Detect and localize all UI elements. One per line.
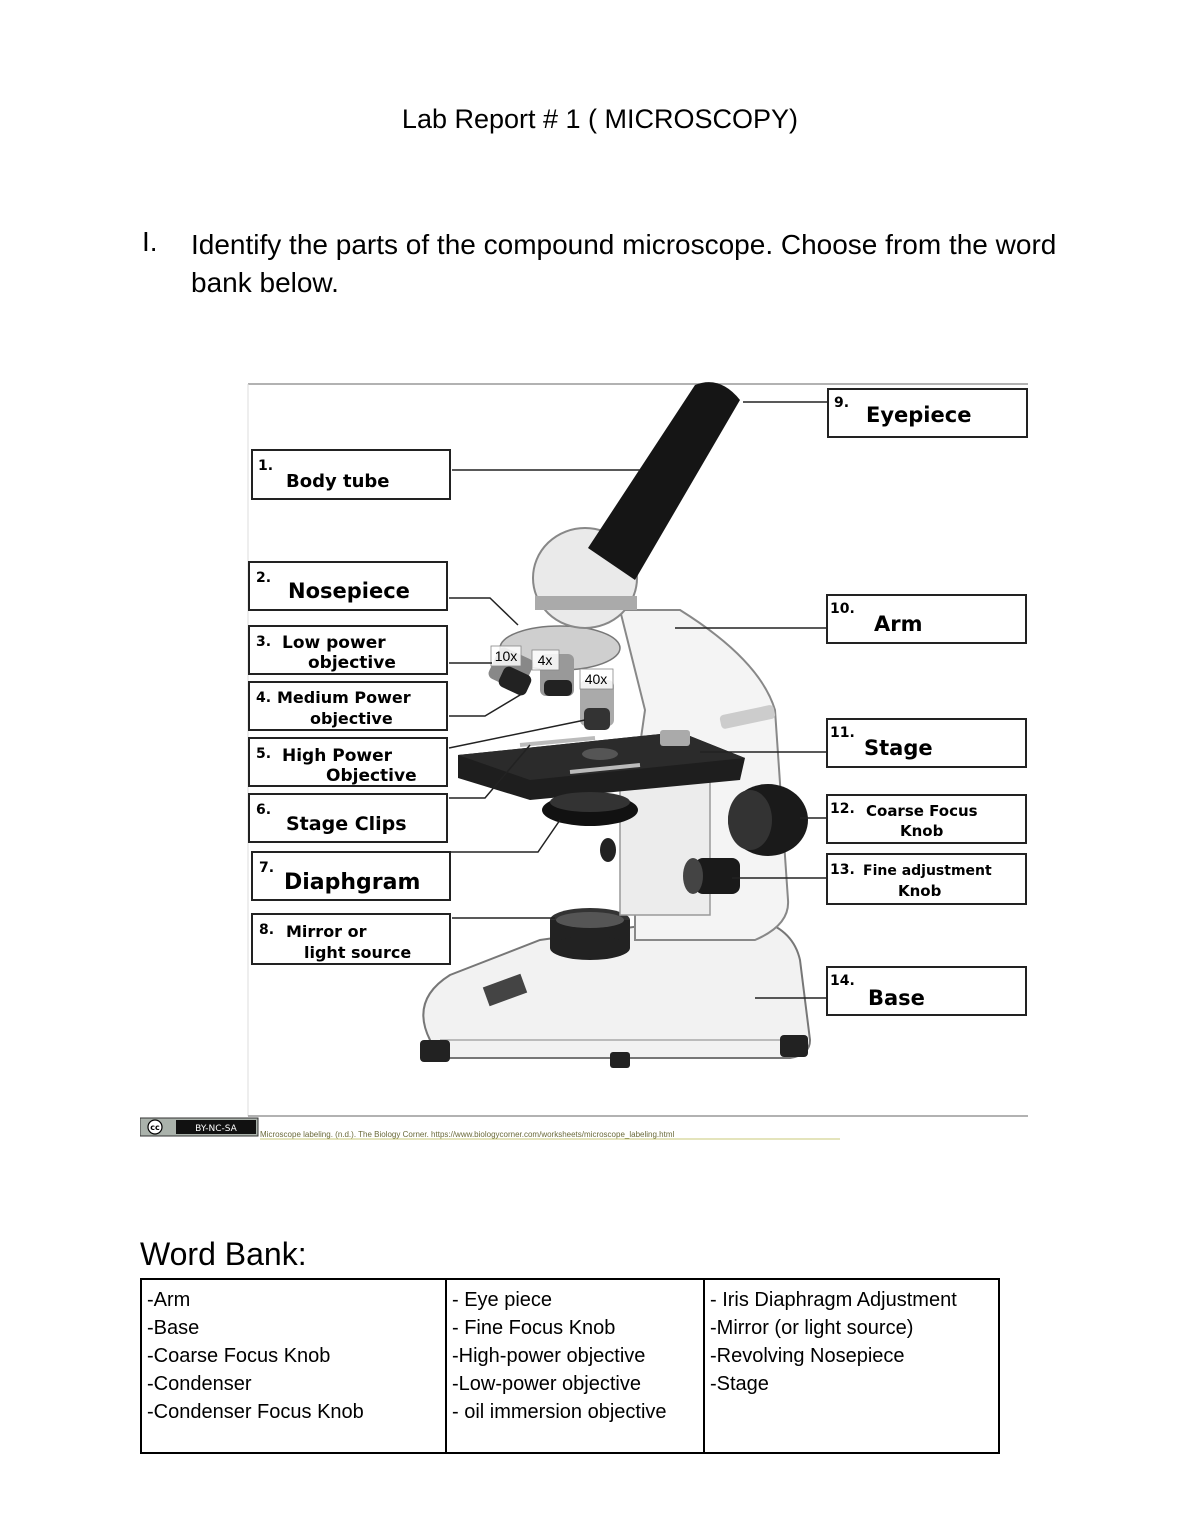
label-text: Arm xyxy=(874,612,923,636)
label-text: Stage xyxy=(864,736,933,760)
label-6 xyxy=(249,794,447,842)
word-bank-column xyxy=(142,1280,445,1452)
label-8 xyxy=(252,914,450,964)
label-number: 7. xyxy=(259,860,275,876)
word-bank-item: -High-power objective xyxy=(452,1345,646,1367)
label-7 xyxy=(252,852,450,900)
label-text: Stage Clips xyxy=(286,813,407,835)
label-number: 5. xyxy=(256,746,272,762)
label-text: Objective xyxy=(326,766,417,786)
label-12 xyxy=(827,795,1026,843)
leader-line xyxy=(449,692,525,716)
label-1 xyxy=(252,450,450,499)
license-text: BY-NC-SA xyxy=(195,1124,237,1134)
label-number: 11. xyxy=(830,725,855,741)
objective-mark-text: 10x xyxy=(494,648,518,664)
label-text: Fine adjustment xyxy=(863,863,992,879)
label-2 xyxy=(249,562,447,610)
microscope-illustration xyxy=(420,382,810,1068)
word-bank-item: -Arm xyxy=(147,1289,191,1311)
label-number: 8. xyxy=(259,922,275,938)
word-bank-item: - Eye piece xyxy=(452,1289,553,1311)
label-9 xyxy=(828,389,1027,437)
label-text: Coarse Focus xyxy=(866,802,978,820)
label-number: 4. xyxy=(256,690,272,706)
label-number: 2. xyxy=(256,570,272,586)
label-number: 6. xyxy=(256,802,272,818)
label-number: 1. xyxy=(258,458,274,474)
label-10 xyxy=(827,595,1026,643)
word-bank-column xyxy=(445,1280,703,1452)
label-5 xyxy=(249,738,447,786)
label-number: 12. xyxy=(830,801,855,817)
label-text: Low power xyxy=(282,633,386,653)
objective-mark-4x xyxy=(532,650,559,670)
objective-mark-40x xyxy=(580,669,613,689)
label-text: objective xyxy=(308,653,396,673)
question-text: Identify the parts of the compound microscope. Choose from the word bank below. xyxy=(191,229,1057,298)
word-bank-item: -Condenser xyxy=(147,1373,252,1395)
label-text: objective xyxy=(310,709,393,728)
objective-mark-10x xyxy=(491,646,521,666)
word-bank-item: -Base xyxy=(147,1317,200,1339)
label-text: High Power xyxy=(282,746,393,766)
leader-line xyxy=(449,720,585,748)
microscope-figure xyxy=(140,380,1040,1140)
label-text: Medium Power xyxy=(277,688,411,707)
page-title: Lab Report # 1 ( MICROSCOPY) xyxy=(401,104,799,134)
label-text: Body tube xyxy=(286,471,390,492)
word-bank-item: -Mirror (or light source) xyxy=(710,1317,914,1339)
label-number: 13. xyxy=(830,862,855,878)
word-bank-item: -Low-power objective xyxy=(452,1373,641,1395)
label-number: 3. xyxy=(256,634,272,650)
objective-mark-text: 40x xyxy=(584,671,608,687)
word-bank-item: -Stage xyxy=(710,1373,769,1395)
label-text: Diaphgram xyxy=(284,870,421,895)
label-text: light source xyxy=(304,943,412,962)
label-14 xyxy=(827,967,1026,1015)
objective-mark-text: 4x xyxy=(537,652,553,668)
word-bank-item: - Iris Diaphragm Adjustment xyxy=(710,1289,957,1311)
license-badge xyxy=(140,1118,258,1136)
word-bank-item: -Condenser Focus Knob xyxy=(147,1401,364,1423)
question-number: I. xyxy=(142,226,158,257)
label-number: 9. xyxy=(834,395,850,411)
label-text: Eyepiece xyxy=(866,403,972,427)
word-bank-column xyxy=(703,1280,998,1452)
label-number: 10. xyxy=(830,601,855,617)
leader-line xyxy=(449,820,560,852)
cc-mark: cc xyxy=(150,1123,160,1132)
word-bank-item: -Coarse Focus Knob xyxy=(147,1345,331,1367)
label-text: Base xyxy=(868,986,925,1010)
word-bank-table xyxy=(140,1278,1000,1454)
microscope-diagram xyxy=(140,380,1040,1140)
label-text: Mirror or xyxy=(286,922,367,941)
label-text: Nosepiece xyxy=(288,579,410,603)
word-bank-item: - oil immersion objective xyxy=(452,1401,667,1423)
word-bank-title: Word Bank: xyxy=(140,1236,307,1272)
leader-line xyxy=(449,598,518,625)
label-11 xyxy=(827,719,1026,767)
figure-credit[interactable]: Microscope labeling. (n.d.). The Biology Corner. https://www.biologycorner.com/worksheets/microscope_labeling.html xyxy=(260,1130,675,1139)
word-bank-item: - Fine Focus Knob xyxy=(452,1317,616,1339)
word-bank-item: -Revolving Nosepiece xyxy=(710,1345,905,1367)
label-13 xyxy=(827,854,1026,904)
label-3 xyxy=(249,626,447,674)
label-text: Knob xyxy=(898,882,942,900)
label-4 xyxy=(249,682,447,730)
label-text: Knob xyxy=(900,822,944,840)
label-number: 14. xyxy=(830,973,855,989)
